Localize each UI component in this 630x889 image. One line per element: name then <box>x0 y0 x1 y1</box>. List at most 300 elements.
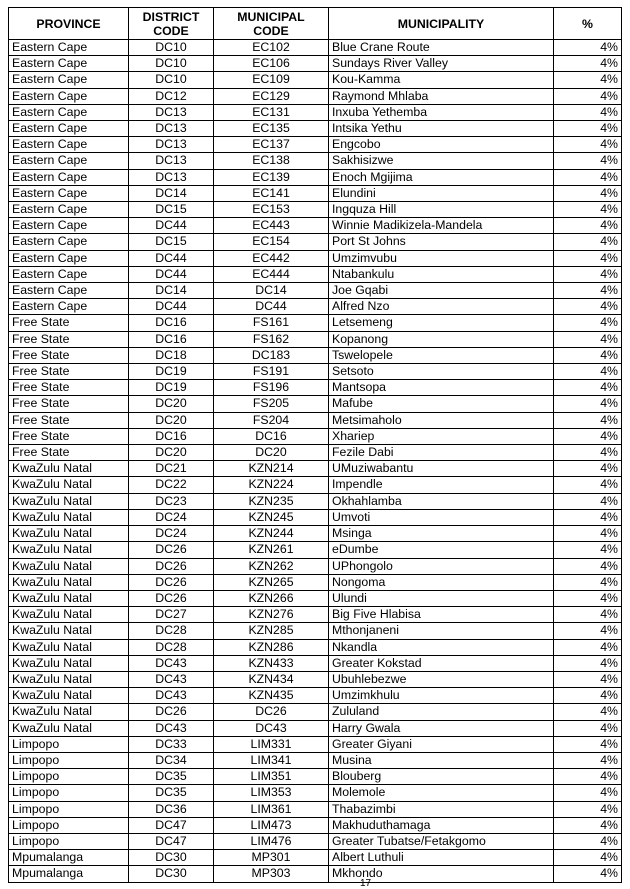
table-row <box>9 202 622 218</box>
district-code-cell: DC10 <box>129 40 214 56</box>
table-row <box>9 542 622 558</box>
table-row <box>9 396 622 412</box>
province-cell: Eastern Cape <box>9 202 129 218</box>
municipal-code-cell: LIM353 <box>214 785 329 801</box>
district-code-cell: DC15 <box>129 234 214 250</box>
percent-cell: 4% <box>554 801 622 817</box>
province-cell: Free State <box>9 428 129 444</box>
province-cell: Free State <box>9 331 129 347</box>
province-cell: KwaZulu Natal <box>9 477 129 493</box>
district-code-cell: DC13 <box>129 137 214 153</box>
district-code-cell: DC21 <box>129 461 214 477</box>
table-row <box>9 347 622 363</box>
table-row <box>9 428 622 444</box>
province-cell: KwaZulu Natal <box>9 558 129 574</box>
municipal-code-cell: FS161 <box>214 315 329 331</box>
municipality-cell: Umzimkhulu <box>329 688 554 704</box>
province-cell: Free State <box>9 364 129 380</box>
province-cell: KwaZulu Natal <box>9 574 129 590</box>
district-code-cell: DC30 <box>129 850 214 866</box>
municipality-cell: Mkhondo <box>329 866 554 882</box>
district-code-cell: DC16 <box>129 315 214 331</box>
municipal-code-cell: LIM351 <box>214 769 329 785</box>
municipality-cell: Fezile Dabi <box>329 445 554 461</box>
percent-cell: 4% <box>554 250 622 266</box>
table-row <box>9 137 622 153</box>
municipal-code-cell: EC153 <box>214 202 329 218</box>
municipality-cell: UMuziwabantu <box>329 461 554 477</box>
table-body <box>9 40 622 883</box>
municipal-code-cell: EC138 <box>214 153 329 169</box>
table-row <box>9 736 622 752</box>
municipal-code-cell: EC102 <box>214 40 329 56</box>
table-row <box>9 688 622 704</box>
table-row <box>9 153 622 169</box>
municipal-header-line2: CODE <box>253 23 289 38</box>
page-number: 17 <box>360 878 372 889</box>
table-row <box>9 655 622 671</box>
province-cell: Limpopo <box>9 801 129 817</box>
district-code-cell: DC19 <box>129 380 214 396</box>
municipal-code-cell: EC109 <box>214 72 329 88</box>
district-code-cell: DC44 <box>129 218 214 234</box>
municipal-code-cell: DC16 <box>214 428 329 444</box>
municipality-table <box>8 7 622 883</box>
municipal-code-cell: EC444 <box>214 266 329 282</box>
municipal-code-cell: LIM341 <box>214 752 329 768</box>
district-code-cell: DC35 <box>129 769 214 785</box>
municipal-code-cell: MP301 <box>214 850 329 866</box>
district-code-cell: DC26 <box>129 590 214 606</box>
municipality-cell: Sakhisizwe <box>329 153 554 169</box>
district-code-cell: DC44 <box>129 266 214 282</box>
municipality-cell: Greater Kokstad <box>329 655 554 671</box>
district-code-cell: DC36 <box>129 801 214 817</box>
district-code-cell: DC35 <box>129 785 214 801</box>
district-code-cell: DC13 <box>129 121 214 137</box>
province-cell: Eastern Cape <box>9 104 129 120</box>
municipality-cell: Engcobo <box>329 137 554 153</box>
table-row <box>9 56 622 72</box>
municipal-code-cell: KZN262 <box>214 558 329 574</box>
table-row <box>9 671 622 687</box>
municipal-code-cell: KZN266 <box>214 590 329 606</box>
province-cell: Eastern Cape <box>9 72 129 88</box>
table-row <box>9 445 622 461</box>
municipality-cell: Greater Giyani <box>329 736 554 752</box>
province-cell: Limpopo <box>9 833 129 849</box>
province-cell: Eastern Cape <box>9 266 129 282</box>
percent-cell: 4% <box>554 169 622 185</box>
municipality-cell: Tswelopele <box>329 347 554 363</box>
municipality-cell: Molemole <box>329 785 554 801</box>
municipality-cell: Raymond Mhlaba <box>329 88 554 104</box>
municipality-cell: Zululand <box>329 704 554 720</box>
municipal-code-cell: DC26 <box>214 704 329 720</box>
table-row <box>9 526 622 542</box>
district-code-cell: DC43 <box>129 671 214 687</box>
municipality-cell: Ntabankulu <box>329 266 554 282</box>
province-cell: Free State <box>9 445 129 461</box>
percent-cell: 4% <box>554 639 622 655</box>
municipal-code-cell: LIM361 <box>214 801 329 817</box>
province-cell: KwaZulu Natal <box>9 607 129 623</box>
municipality-cell: Elundini <box>329 185 554 201</box>
municipality-cell: eDumbe <box>329 542 554 558</box>
municipality-cell: Okhahlamba <box>329 493 554 509</box>
municipality-cell: Ingquza Hill <box>329 202 554 218</box>
percent-cell: 4% <box>554 185 622 201</box>
percent-cell: 4% <box>554 428 622 444</box>
percent-cell: 4% <box>554 477 622 493</box>
municipal-code-cell: DC43 <box>214 720 329 736</box>
municipal-code-cell: DC183 <box>214 347 329 363</box>
province-cell: Eastern Cape <box>9 40 129 56</box>
percent-cell: 4% <box>554 574 622 590</box>
province-cell: Mpumalanga <box>9 850 129 866</box>
province-cell: KwaZulu Natal <box>9 688 129 704</box>
municipal-code-cell: EC141 <box>214 185 329 201</box>
district-code-cell: DC19 <box>129 364 214 380</box>
municipality-cell: Blouberg <box>329 769 554 785</box>
table-row <box>9 558 622 574</box>
percent-cell: 4% <box>554 137 622 153</box>
municipal-code-cell: LIM473 <box>214 817 329 833</box>
municipal-code-cell: FS162 <box>214 331 329 347</box>
municipality-cell: Nongoma <box>329 574 554 590</box>
table-row <box>9 104 622 120</box>
municipal-code-cell: FS204 <box>214 412 329 428</box>
percent-cell: 4% <box>554 752 622 768</box>
province-header: PROVINCE <box>9 8 129 40</box>
percent-cell: 4% <box>554 396 622 412</box>
table-row <box>9 250 622 266</box>
municipality-cell: Mantsopa <box>329 380 554 396</box>
municipality-cell: Inxuba Yethemba <box>329 104 554 120</box>
municipality-cell: Musina <box>329 752 554 768</box>
municipality-cell: Thabazimbi <box>329 801 554 817</box>
table-row <box>9 833 622 849</box>
table-row <box>9 299 622 315</box>
percent-cell: 4% <box>554 72 622 88</box>
percent-cell: 4% <box>554 607 622 623</box>
province-cell: KwaZulu Natal <box>9 704 129 720</box>
municipal-header-line1: MUNICIPAL <box>237 9 305 24</box>
table-row <box>9 315 622 331</box>
municipality-cell: Greater Tubatse/Fetakgomo <box>329 833 554 849</box>
percent-cell: 4% <box>554 153 622 169</box>
municipality-cell: Sundays River Valley <box>329 56 554 72</box>
district-code-cell: DC15 <box>129 202 214 218</box>
percent-cell: 4% <box>554 234 622 250</box>
percent-cell: 4% <box>554 493 622 509</box>
percent-cell: 4% <box>554 542 622 558</box>
municipal-code-cell: FS191 <box>214 364 329 380</box>
district-code-cell: DC30 <box>129 866 214 882</box>
percent-cell: 4% <box>554 202 622 218</box>
percent-cell: 4% <box>554 56 622 72</box>
municipal-code-cell: KZN285 <box>214 623 329 639</box>
province-cell: Free State <box>9 396 129 412</box>
province-cell: Free State <box>9 315 129 331</box>
percent-cell: 4% <box>554 590 622 606</box>
municipality-cell: Winnie Madikizela-Mandela <box>329 218 554 234</box>
district-code-cell: DC26 <box>129 542 214 558</box>
municipal-code-cell: KZN244 <box>214 526 329 542</box>
district-code-cell: DC26 <box>129 704 214 720</box>
table-row <box>9 509 622 525</box>
district-code-cell: DC20 <box>129 412 214 428</box>
table-header <box>9 8 622 40</box>
percent-cell: 4% <box>554 218 622 234</box>
province-cell: Eastern Cape <box>9 121 129 137</box>
percent-cell: 4% <box>554 704 622 720</box>
district-code-cell: DC26 <box>129 574 214 590</box>
municipality-cell: Msinga <box>329 526 554 542</box>
municipal-code-cell: FS205 <box>214 396 329 412</box>
municipal-code-cell: KZN276 <box>214 607 329 623</box>
percent-cell: 4% <box>554 526 622 542</box>
municipality-cell: Kopanong <box>329 331 554 347</box>
district-code-cell: DC44 <box>129 250 214 266</box>
province-cell: Free State <box>9 347 129 363</box>
percent-cell: 4% <box>554 688 622 704</box>
municipality-cell: Makhuduthamaga <box>329 817 554 833</box>
municipality-cell: Metsimaholo <box>329 412 554 428</box>
table-row <box>9 639 622 655</box>
district-code-cell: DC33 <box>129 736 214 752</box>
table-row <box>9 72 622 88</box>
province-cell: Limpopo <box>9 769 129 785</box>
percent-cell: 4% <box>554 364 622 380</box>
table-row <box>9 380 622 396</box>
province-cell: Limpopo <box>9 817 129 833</box>
municipality-cell: Intsika Yethu <box>329 121 554 137</box>
table-row <box>9 574 622 590</box>
table-row <box>9 331 622 347</box>
province-cell: KwaZulu Natal <box>9 509 129 525</box>
table-row <box>9 623 622 639</box>
province-cell: KwaZulu Natal <box>9 526 129 542</box>
municipal-code-cell: EC129 <box>214 88 329 104</box>
district-code-cell: DC27 <box>129 607 214 623</box>
municipal-code-cell: KZN435 <box>214 688 329 704</box>
table-row <box>9 752 622 768</box>
municipal-code-cell: LIM331 <box>214 736 329 752</box>
district-code-header <box>129 8 214 40</box>
province-cell: KwaZulu Natal <box>9 542 129 558</box>
district-code-cell: DC13 <box>129 169 214 185</box>
municipal-code-cell: LIM476 <box>214 833 329 849</box>
province-cell: Eastern Cape <box>9 137 129 153</box>
district-code-cell: DC47 <box>129 817 214 833</box>
district-header-line2: CODE <box>153 23 189 38</box>
percent-cell: 4% <box>554 104 622 120</box>
municipality-cell: Albert Luthuli <box>329 850 554 866</box>
table-row <box>9 266 622 282</box>
district-code-cell: DC44 <box>129 299 214 315</box>
municipality-cell: Umzimvubu <box>329 250 554 266</box>
percent-cell: 4% <box>554 655 622 671</box>
table-row <box>9 283 622 299</box>
municipality-cell: Mthonjaneni <box>329 623 554 639</box>
municipal-code-cell: KZN286 <box>214 639 329 655</box>
municipality-header: MUNICIPALITY <box>329 8 554 40</box>
municipality-cell: Xhariep <box>329 428 554 444</box>
district-code-cell: DC12 <box>129 88 214 104</box>
municipal-code-cell: KZN224 <box>214 477 329 493</box>
district-code-cell: DC20 <box>129 396 214 412</box>
province-cell: Eastern Cape <box>9 250 129 266</box>
district-code-cell: DC22 <box>129 477 214 493</box>
table-row <box>9 185 622 201</box>
municipality-cell: Ulundi <box>329 590 554 606</box>
table-row <box>9 704 622 720</box>
district-code-cell: DC28 <box>129 639 214 655</box>
percent-cell: 4% <box>554 769 622 785</box>
municipality-cell: Harry Gwala <box>329 720 554 736</box>
percent-cell: 4% <box>554 785 622 801</box>
municipal-code-cell: KZN214 <box>214 461 329 477</box>
percent-cell: 4% <box>554 299 622 315</box>
municipal-code-cell: EC154 <box>214 234 329 250</box>
district-code-cell: DC23 <box>129 493 214 509</box>
table-row <box>9 785 622 801</box>
province-cell: Eastern Cape <box>9 283 129 299</box>
district-code-cell: DC20 <box>129 445 214 461</box>
municipal-code-cell: EC442 <box>214 250 329 266</box>
province-cell: Free State <box>9 380 129 396</box>
municipality-cell: Umvoti <box>329 509 554 525</box>
table-row <box>9 801 622 817</box>
municipality-cell: Alfred Nzo <box>329 299 554 315</box>
table-row <box>9 40 622 56</box>
province-cell: Limpopo <box>9 736 129 752</box>
district-code-cell: DC10 <box>129 72 214 88</box>
percent-cell: 4% <box>554 121 622 137</box>
table-row <box>9 234 622 250</box>
table-row <box>9 493 622 509</box>
municipality-cell: Nkandla <box>329 639 554 655</box>
province-cell: Mpumalanga <box>9 866 129 882</box>
district-code-cell: DC26 <box>129 558 214 574</box>
district-code-cell: DC47 <box>129 833 214 849</box>
percent-cell: 4% <box>554 736 622 752</box>
district-code-cell: DC14 <box>129 185 214 201</box>
district-code-cell: DC24 <box>129 509 214 525</box>
municipal-code-cell: KZN235 <box>214 493 329 509</box>
percent-cell: 4% <box>554 509 622 525</box>
municipal-code-cell: KZN265 <box>214 574 329 590</box>
district-code-cell: DC13 <box>129 153 214 169</box>
municipal-code-cell: EC106 <box>214 56 329 72</box>
province-cell: Free State <box>9 412 129 428</box>
municipal-code-cell: DC14 <box>214 283 329 299</box>
province-cell: KwaZulu Natal <box>9 623 129 639</box>
province-cell: Limpopo <box>9 752 129 768</box>
province-cell: Eastern Cape <box>9 218 129 234</box>
province-cell: Eastern Cape <box>9 169 129 185</box>
table-row <box>9 817 622 833</box>
province-cell: KwaZulu Natal <box>9 720 129 736</box>
municipal-code-cell: EC135 <box>214 121 329 137</box>
table-row <box>9 169 622 185</box>
table-row <box>9 866 622 882</box>
municipal-code-cell: DC44 <box>214 299 329 315</box>
table-row <box>9 720 622 736</box>
table-row <box>9 121 622 137</box>
municipality-cell: Setsoto <box>329 364 554 380</box>
municipal-code-cell: EC443 <box>214 218 329 234</box>
municipal-code-cell: KZN261 <box>214 542 329 558</box>
table-row <box>9 461 622 477</box>
district-code-cell: DC16 <box>129 428 214 444</box>
province-cell: Limpopo <box>9 785 129 801</box>
province-cell: KwaZulu Natal <box>9 655 129 671</box>
municipality-cell: Joe Gqabi <box>329 283 554 299</box>
percent-cell: 4% <box>554 850 622 866</box>
municipality-cell: Enoch Mgijima <box>329 169 554 185</box>
percent-cell: 4% <box>554 88 622 104</box>
municipality-cell: Blue Crane Route <box>329 40 554 56</box>
percent-cell: 4% <box>554 720 622 736</box>
table-row <box>9 218 622 234</box>
district-code-cell: DC43 <box>129 655 214 671</box>
percent-header: % <box>554 8 622 40</box>
district-code-cell: DC43 <box>129 688 214 704</box>
percent-cell: 4% <box>554 866 622 882</box>
table-row <box>9 88 622 104</box>
municipal-code-cell: EC137 <box>214 137 329 153</box>
percent-cell: 4% <box>554 671 622 687</box>
district-code-cell: DC13 <box>129 104 214 120</box>
percent-cell: 4% <box>554 380 622 396</box>
percent-cell: 4% <box>554 266 622 282</box>
table-row <box>9 850 622 866</box>
table-row <box>9 364 622 380</box>
percent-cell: 4% <box>554 445 622 461</box>
percent-cell: 4% <box>554 817 622 833</box>
municipality-cell: Impendle <box>329 477 554 493</box>
province-cell: KwaZulu Natal <box>9 639 129 655</box>
percent-cell: 4% <box>554 558 622 574</box>
municipality-cell: Letsemeng <box>329 315 554 331</box>
district-code-cell: DC10 <box>129 56 214 72</box>
district-code-cell: DC43 <box>129 720 214 736</box>
table-row <box>9 769 622 785</box>
municipal-code-cell: EC139 <box>214 169 329 185</box>
district-code-cell: DC24 <box>129 526 214 542</box>
district-code-cell: DC18 <box>129 347 214 363</box>
province-cell: KwaZulu Natal <box>9 461 129 477</box>
percent-cell: 4% <box>554 412 622 428</box>
percent-cell: 4% <box>554 283 622 299</box>
province-cell: KwaZulu Natal <box>9 671 129 687</box>
district-code-cell: DC28 <box>129 623 214 639</box>
municipal-code-cell: KZN245 <box>214 509 329 525</box>
table-row <box>9 607 622 623</box>
percent-cell: 4% <box>554 40 622 56</box>
province-cell: Eastern Cape <box>9 56 129 72</box>
district-code-cell: DC16 <box>129 331 214 347</box>
municipal-code-cell: MP303 <box>214 866 329 882</box>
municipal-code-cell: KZN433 <box>214 655 329 671</box>
municipality-cell: Port St Johns <box>329 234 554 250</box>
province-cell: KwaZulu Natal <box>9 590 129 606</box>
province-cell: Eastern Cape <box>9 234 129 250</box>
table-row <box>9 477 622 493</box>
province-cell: KwaZulu Natal <box>9 493 129 509</box>
